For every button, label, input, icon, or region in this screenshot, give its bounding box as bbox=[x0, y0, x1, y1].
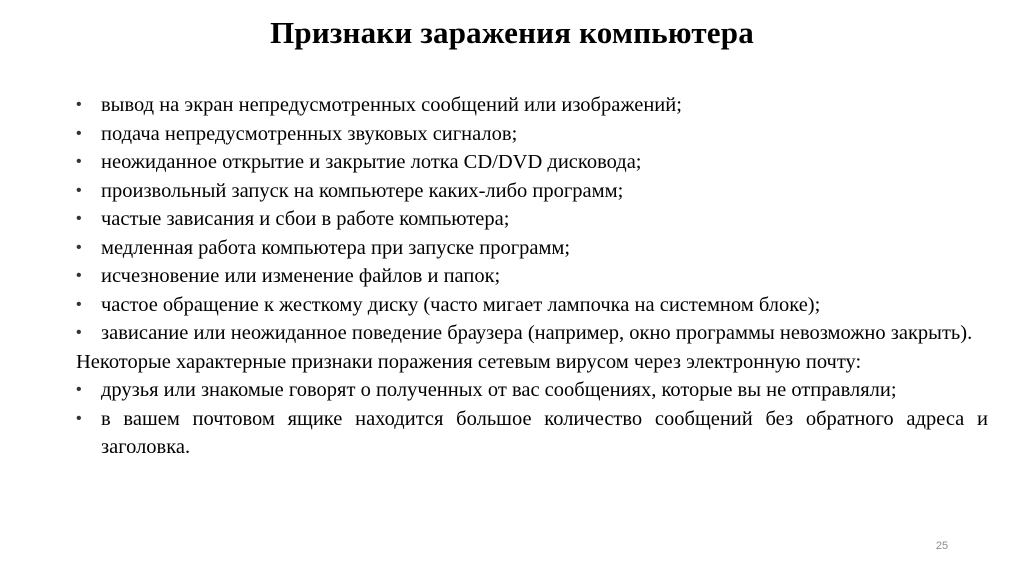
bullet-icon: • bbox=[76, 409, 82, 427]
list-item bbox=[76, 205, 988, 234]
list-item-text: произвольный запуск на компьютере каких-либо программ; bbox=[101, 179, 624, 202]
list-item-text: неожиданное открытие и закрытие лотка CD/DVD дисковода; bbox=[101, 151, 642, 173]
list-item-text: медленная работа компьютера при запуске программ; bbox=[101, 236, 571, 259]
list-item-text: подача непредусмотренных звуковых сигналов; bbox=[101, 122, 518, 145]
list-item bbox=[76, 262, 988, 291]
list-item bbox=[76, 319, 988, 348]
list-item-text: вывод на экран непредусмотренных сообщений или изображений; bbox=[101, 94, 682, 116]
list-item bbox=[76, 177, 988, 206]
bullet-icon: • bbox=[76, 295, 82, 313]
bullet-icon: • bbox=[76, 381, 82, 398]
list-item-text: друзья или знакомые говорят о полученных от вас сообщениях, которые вы не отправляли; bbox=[101, 379, 897, 401]
list-item bbox=[76, 91, 988, 120]
email-intro: Некоторые характерные признаки поражения сетевым вирусом через электронную почту: bbox=[76, 350, 862, 373]
slide-title: Признаки заражения компьютера bbox=[270, 15, 754, 50]
list-item-text: в вашем почтовом ящике находится большое количество сообщений без обратного адреса и заголовка. bbox=[101, 407, 988, 458]
bullet-icon: • bbox=[76, 324, 82, 341]
bullet-icon: • bbox=[76, 153, 82, 170]
bullet-icon: • bbox=[76, 181, 82, 199]
bullet-icon: • bbox=[76, 210, 82, 227]
list-item-text: зависание или неожиданное поведение браузера (например, окно программы невозможно закрыть). bbox=[101, 322, 973, 344]
bullet-icon: • bbox=[76, 238, 82, 256]
list-item-text: исчезновение или изменение файлов и папок; bbox=[101, 265, 501, 287]
list-item bbox=[76, 376, 988, 405]
list-item bbox=[76, 234, 988, 263]
page-number: 25 bbox=[935, 540, 949, 552]
bullet-icon: • bbox=[76, 124, 82, 142]
list-item-text: частые зависания и сбои в работе компьютера; bbox=[101, 208, 510, 230]
slide-content bbox=[76, 91, 988, 462]
bullet-icon: • bbox=[76, 267, 82, 284]
bullet-icon: • bbox=[76, 96, 82, 113]
list-item bbox=[76, 120, 988, 149]
list-item bbox=[76, 405, 988, 462]
list-item bbox=[76, 291, 988, 320]
list-item-text: частое обращение к жесткому диску (часто мигает лампочка на системном блоке); bbox=[101, 293, 821, 316]
list-item bbox=[76, 148, 988, 177]
